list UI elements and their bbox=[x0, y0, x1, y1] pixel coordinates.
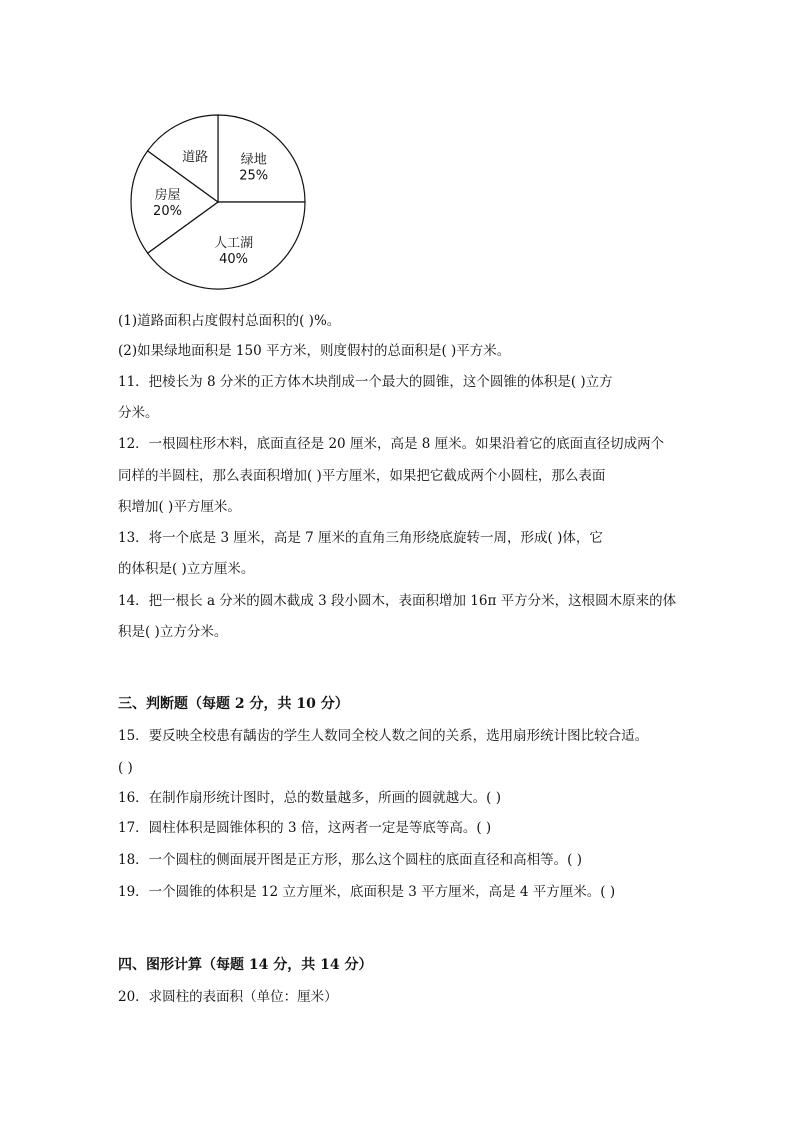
pie-slice-value-1: 25% bbox=[239, 168, 269, 184]
question-17: 17．圆柱体积是圆锥体积的 3 倍，这两者一定是等底等高。( ) bbox=[118, 820, 492, 836]
question-13-line-1: 13．将一个底是 3 厘米，高是 7 厘米的直角三角形绕底旋转一周，形成( )体，它 bbox=[118, 530, 603, 546]
question-20: 20．求圆柱的表面积（单位：厘米） bbox=[118, 989, 338, 1005]
pie-chart bbox=[128, 110, 318, 304]
pie-chart-svg bbox=[128, 110, 318, 300]
section-4-heading: 四、图形计算（每题 14 分，共 14 分） bbox=[118, 957, 373, 973]
pie-slice-label-4: 道路 bbox=[182, 150, 209, 165]
question-11-line-1: 11．把棱长为 8 分米的正方体木块削成一个最大的圆锥，这个圆锥的体积是( )立方 bbox=[118, 374, 613, 390]
pie-slice-label-3: 房屋 bbox=[154, 188, 181, 203]
question-line-1: (1)道路面积占度假村总面积的( )%。 bbox=[118, 313, 341, 329]
pie-slice-value-3: 20% bbox=[153, 204, 182, 219]
question-14-line-1: 14．把一根长 a 分米的圆木截成 3 段小圆木，表面积增加 16π 平方分米，这根圆木原来的体 bbox=[118, 593, 677, 609]
question-12-line-1: 12．一根圆柱形木料，底面直径是 20 厘米，高是 8 厘米。如果沿着它的底面直径切成两个 bbox=[118, 436, 665, 452]
question-15-answer-blank: ( ) bbox=[118, 760, 133, 776]
pie-slice-label-2: 人工湖 bbox=[214, 236, 254, 251]
question-15-line-1: 15．要反映全校患有龋齿的学生人数同全校人数之间的关系，选用扇形统计图比较合适。 bbox=[118, 728, 649, 744]
question-12-line-3: 积增加( )平方厘米。 bbox=[118, 499, 241, 515]
question-line-2: (2)如果绿地面积是 150 平方米，则度假村的总面积是( )平方米。 bbox=[118, 343, 511, 359]
question-19: 19．一个圆锥的体积是 12 立方厘米，底面积是 3 平方厘米，高是 4 平方厘米。( ) bbox=[118, 884, 616, 900]
question-14-line-2: 积是( )立方分米。 bbox=[118, 624, 228, 640]
question-13-line-2: 的体积是( )立方厘米。 bbox=[118, 561, 255, 577]
section-3-heading: 三、判断题（每题 2 分，共 10 分） bbox=[118, 696, 349, 712]
pie-slice-label-1: 绿地 bbox=[240, 152, 267, 168]
question-16: 16．在制作扇形统计图时，总的数量越多，所画的圆就越大。( ) bbox=[118, 790, 502, 806]
pie-slice-value-2: 40% bbox=[219, 252, 249, 267]
question-12-line-2: 同样的半圆柱，那么表面积增加( )平方厘米，如果把它截成两个小圆柱，那么表面 bbox=[118, 468, 606, 484]
question-18: 18．一个圆柱的侧面展开图是正方形，那么这个圆柱的底面直径和高相等。( ) bbox=[118, 852, 583, 868]
question-11-line-2: 分米。 bbox=[118, 405, 159, 421]
